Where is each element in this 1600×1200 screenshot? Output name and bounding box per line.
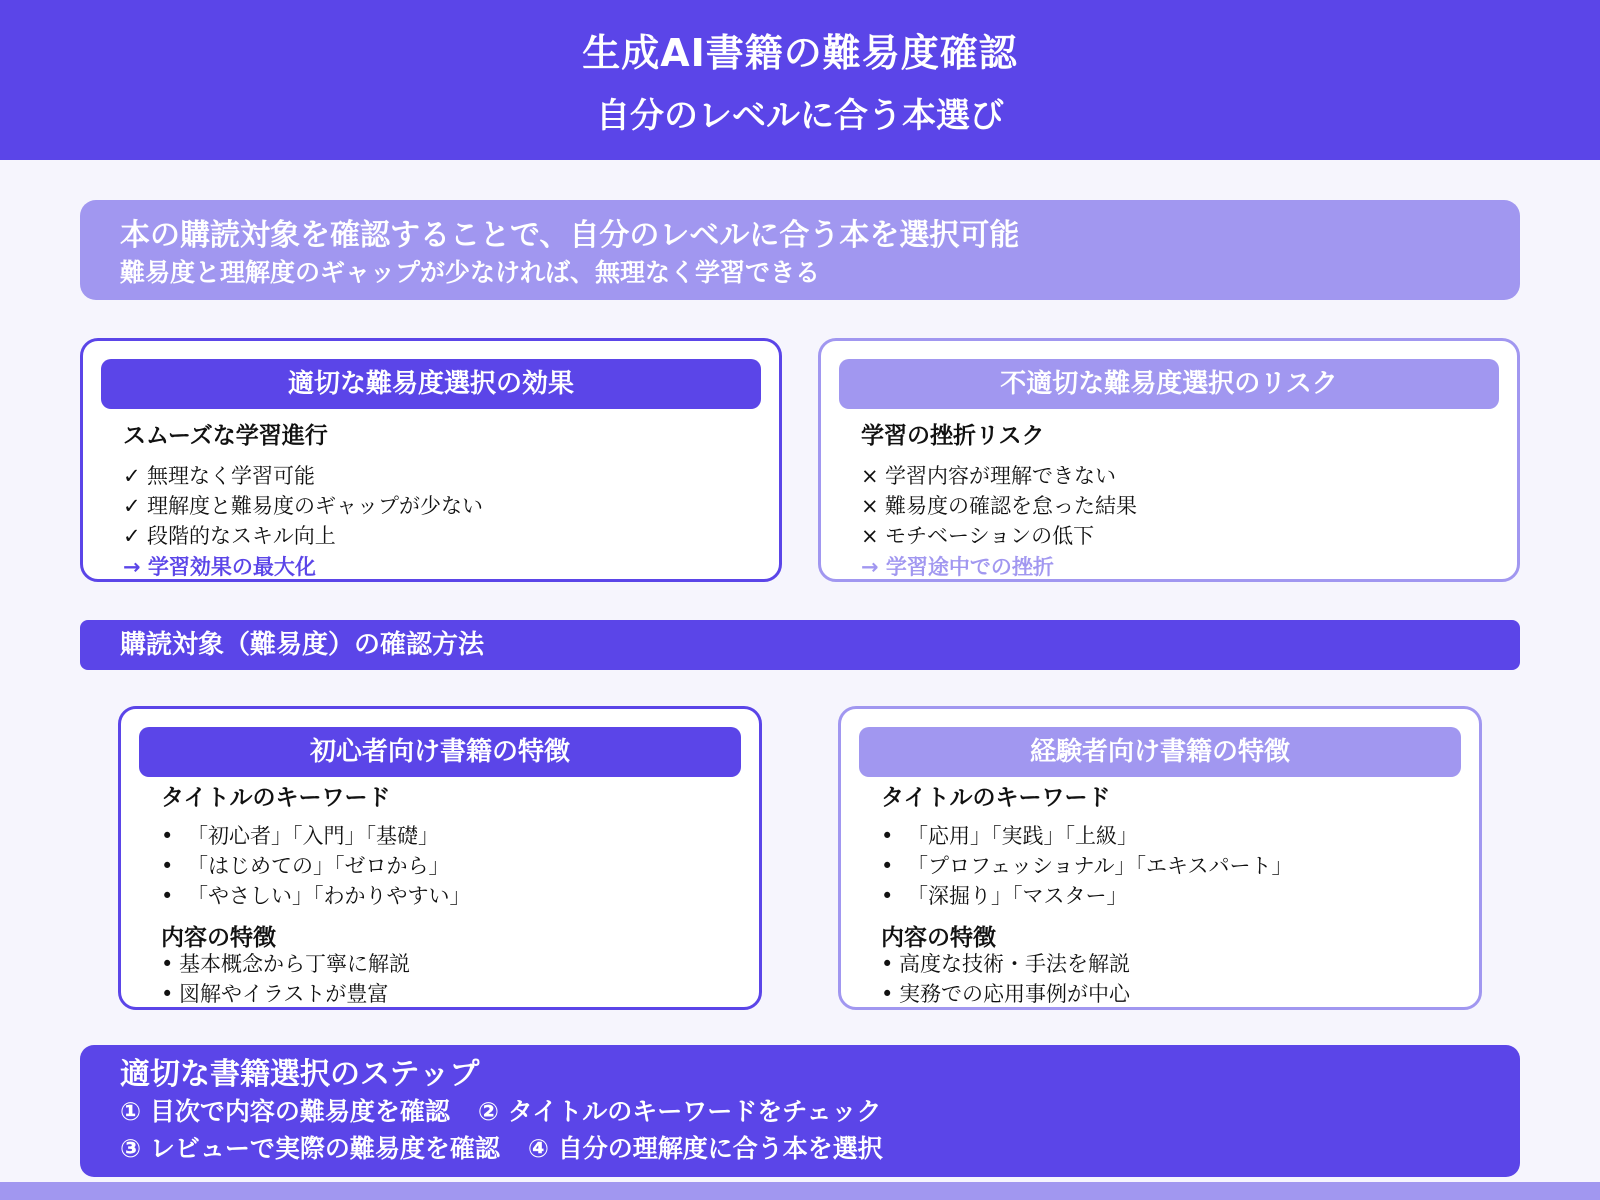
summary-box [80,200,1520,300]
summary-line-2: 難易度と理解度のギャップが少なければ、無理なく学習できる [120,258,821,287]
check-icon: ✓ [123,524,141,548]
effect-card-heading: 適切な難易度選択の効果 [101,359,761,409]
summary-line-1: 本の購読対象を確認することで、自分のレベルに合う本を選択可能 [120,218,1020,253]
keyword-item: • 「初心者」「入門」「基礎」 [161,821,471,851]
check-icon: ✓ [123,494,141,518]
step-1: ① 目次で内容の難易度を確認 [120,1097,450,1126]
keyword-item: • 「応用」「実践」「上級」 [881,821,1293,851]
keyword-item: • 「深掘り」「マスター」 [881,881,1293,911]
section-heading: 購読対象（難易度）の確認方法 [80,620,1520,670]
bullet-icon: • [881,952,894,976]
step-2: ② タイトルのキーワードをチェック [477,1097,882,1126]
content-item: • 実務での応用事例が中心 [881,979,1130,1009]
experienced-keyword-list [881,821,1293,911]
risk-card [818,338,1520,582]
content-item: • 基本概念から丁寧に解説 [161,949,410,979]
risk-card-subheading: 学習の挫折リスク [861,423,1045,449]
risk-card-heading: 不適切な難易度選択のリスク [839,359,1499,409]
steps-box [80,1045,1520,1177]
header-banner [0,0,1600,160]
beginner-card-heading: 初心者向け書籍の特徴 [139,727,741,777]
experienced-content-list [881,949,1130,1009]
experienced-content-label: 内容の特徴 [881,925,996,951]
keyword-item: • 「プロフェッショナル」「エキスパート」 [881,851,1293,881]
keyword-item: • 「はじめての」「ゼロから」 [161,851,471,881]
effect-list [123,461,483,551]
beginner-content-label: 内容の特徴 [161,925,276,951]
content-item: • 高度な技術・手法を解説 [881,949,1130,979]
beginner-keyword-label: タイトルのキーワード [161,785,391,811]
effect-conclusion: → 学習効果の最大化 [123,555,316,579]
effect-item: ✓ 無理なく学習可能 [123,461,483,491]
effect-card-subheading: スムーズな学習進行 [123,423,328,449]
bullet-icon: • [881,824,894,848]
bullet-icon: • [881,884,894,908]
step-4: ④ 自分の理解度に合う本を選択 [527,1134,883,1163]
effect-card [80,338,782,582]
effect-item: ✓ 理解度と難易度のギャップが少ない [123,491,483,521]
content-item: • 図解やイラストが豊富 [161,979,410,1009]
experienced-keyword-label: タイトルのキーワード [881,785,1111,811]
bullet-icon: • [881,854,894,878]
beginner-content-list [161,949,410,1009]
risk-list [861,461,1137,551]
risk-item: × モチベーションの低下 [861,521,1137,551]
cross-icon: × [861,524,879,548]
bullet-icon: • [881,982,894,1006]
bullet-icon: • [161,824,174,848]
bullet-icon: • [161,952,174,976]
cross-icon: × [861,494,879,518]
steps-title: 適切な書籍選択のステップ [120,1057,480,1092]
bottom-strip [0,1182,1600,1200]
steps-row-1 [120,1093,1480,1130]
beginner-card [118,706,762,1010]
keyword-item: • 「やさしい」「わかりやすい」 [161,881,471,911]
bullet-icon: • [161,982,174,1006]
page-title: 生成AI書籍の難易度確認 [582,31,1018,75]
risk-conclusion: → 学習途中での挫折 [861,555,1054,579]
risk-item: × 難易度の確認を怠った結果 [861,491,1137,521]
effect-item: ✓ 段階的なスキル向上 [123,521,483,551]
steps-row-2 [120,1130,1480,1167]
cross-icon: × [861,464,879,488]
page-subtitle: 自分のレベルに合う本選び [596,96,1004,136]
risk-item: × 学習内容が理解できない [861,461,1137,491]
bullet-icon: • [161,854,174,878]
step-3: ③ レビューで実際の難易度を確認 [120,1134,500,1163]
check-icon: ✓ [123,464,141,488]
beginner-keyword-list [161,821,471,911]
experienced-card-heading: 経験者向け書籍の特徴 [859,727,1461,777]
bullet-icon: • [161,884,174,908]
experienced-card [838,706,1482,1010]
